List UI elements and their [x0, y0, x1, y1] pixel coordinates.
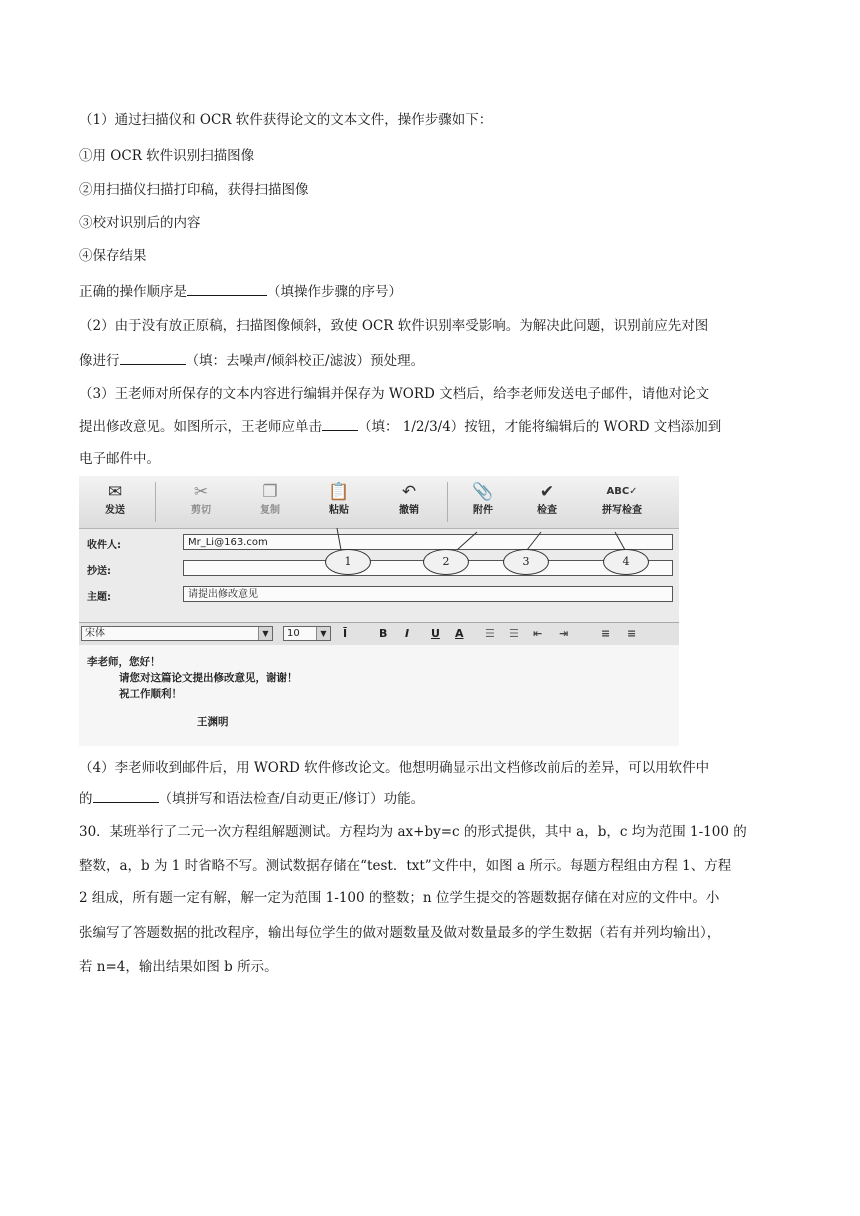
spellcheck-button[interactable]: ABC✓ 拼写检查 — [587, 480, 657, 524]
callout-3: 3 — [503, 549, 549, 575]
q3-line-1: （3）王老师对所保存的文本内容进行编辑并保存为 WORD 文档后，给李老师发送电子邮件，请他对论文 — [79, 386, 710, 402]
q2-answer-blank[interactable] — [120, 350, 186, 365]
cut-button[interactable]: ✂ 剪切 — [173, 480, 229, 524]
q30-line-4: 张编写了答题数据的批改程序，输出每位学生的做对题数量及做对数量最多的学生数据（若有并列均输出）， — [79, 925, 721, 941]
cc-label: 抄送: — [87, 566, 111, 577]
q2-line-1: （2）由于没有放正原稿，扫描图像倾斜，致使 OCR 软件识别率受影响。为解决此问题，识别前应先对图 — [79, 318, 709, 334]
subject-field[interactable]: 请提出修改意见 — [183, 586, 673, 602]
q1-step-1: ①用 OCR 软件识别扫描图像 — [79, 148, 255, 164]
align-left-icon[interactable]: ≡ — [601, 627, 611, 640]
q4-suffix: （填拼写和语法检查/自动更正/修订）功能。 — [158, 791, 425, 807]
body-signature: 王渊明 — [197, 716, 229, 728]
q1-intro: （1）通过扫描仪和 OCR 软件获得论文的文本文件，操作步骤如下： — [79, 112, 493, 128]
numbered-list-icon[interactable]: ☰ — [485, 627, 495, 640]
q4-line-2 — [79, 788, 424, 809]
undo-icon: ↶ — [401, 482, 417, 502]
check-names-icon: ✔ — [539, 482, 555, 502]
callout-leader-2 — [457, 532, 477, 550]
q4-answer-blank[interactable] — [93, 788, 159, 803]
callout-leader-4 — [615, 532, 625, 550]
paperclip-icon: 📎 — [472, 482, 494, 502]
q3-line-3: 电子邮件中。 — [79, 451, 160, 467]
q1-answer-line — [79, 281, 402, 302]
q30-line-1: 30．某班举行了二元一次方程组解题测试。方程均为 ax+by=c 的形式提供，其中 a，b，c 均为范围 1-100 的 — [79, 824, 747, 840]
callout-leader-1 — [337, 528, 341, 550]
to-field[interactable]: Mr_Li@163.com — [183, 534, 673, 550]
font-color-button[interactable]: A — [455, 627, 464, 640]
clipboard-icon: 📋 — [328, 482, 350, 502]
body-line-2: 祝工作顺利！ — [119, 688, 182, 700]
q4-prefix: 的 — [79, 791, 93, 807]
q1-answer-blank[interactable] — [187, 281, 267, 296]
callout-leader-3 — [527, 532, 541, 550]
q2-prefix: 像进行 — [79, 353, 120, 369]
scissors-icon: ✂ — [193, 482, 209, 502]
font-name-select[interactable]: 宋体 ▼ — [81, 626, 273, 641]
q30-line-2: 整数，a，b 为 1 时省略不写。测试数据存储在“test．txt”文件中，如图 a 所示。每题方程组由方程 1、方程 — [79, 858, 732, 874]
bullet-list-icon[interactable]: ☰ — [509, 627, 519, 640]
chevron-down-icon: ▼ — [258, 627, 272, 640]
q4-line-1: （4）李老师收到邮件后，用 WORD 软件修改论文。他想明确显示出文档修改前后的差异，可以用软件中 — [79, 760, 710, 776]
q2-suffix: （填：去噪声/倾斜校正/滤波）预处理。 — [185, 353, 425, 369]
attach-button[interactable]: 📎 附件 — [455, 480, 511, 524]
q30-line-5: 若 n=4，输出结果如图 b 所示。 — [79, 959, 278, 975]
q1-answer-prefix: 正确的操作顺序是 — [79, 284, 187, 300]
font-size-select[interactable]: 10 ▼ — [283, 626, 331, 641]
align-center-icon[interactable]: ≡ — [627, 627, 637, 640]
subject-label: 主题: — [87, 592, 111, 603]
send-icon: ✉ — [107, 482, 123, 502]
q2-line-2 — [79, 350, 424, 371]
q3-prefix: 提出修改意见。如图所示，王老师应单击 — [79, 419, 322, 435]
q1-step-4: ④保存结果 — [79, 248, 147, 264]
callout-4: 4 — [603, 549, 649, 575]
q3-answer-blank[interactable] — [322, 416, 358, 431]
underline-button[interactable]: U — [431, 627, 440, 640]
text-style-icon[interactable]: Ī — [343, 627, 348, 640]
bold-button[interactable]: B — [379, 627, 388, 640]
email-compose-figure — [79, 476, 679, 746]
indent-icon[interactable]: ⇥ — [559, 627, 569, 640]
q3-line-2 — [79, 416, 721, 437]
body-greeting: 李老师，您好！ — [87, 656, 161, 668]
spellcheck-icon: ABC✓ — [606, 486, 638, 497]
copy-button[interactable]: ❐ 复制 — [242, 480, 298, 524]
q30-line-3: 2 组成，所有题一定有解，解一定为范围 1-100 的整数；n 位学生提交的答题数据存储在对应的文件中。小 — [79, 890, 720, 906]
q1-step-3: ③校对识别后的内容 — [79, 215, 201, 231]
italic-button[interactable]: I — [405, 627, 410, 640]
chevron-down-icon: ▼ — [316, 627, 330, 640]
outdent-icon[interactable]: ⇤ — [533, 627, 543, 640]
q3-suffix: （填： 1/2/3/4）按钮，才能将编辑后的 WORD 文档添加到 — [358, 419, 722, 435]
q1-answer-suffix: （填操作步骤的序号） — [267, 284, 402, 300]
paste-button[interactable]: 📋 粘贴 — [311, 480, 367, 524]
q1-step-2: ②用扫描仪扫描打印稿，获得扫描图像 — [79, 182, 309, 198]
callout-2: 2 — [423, 549, 469, 575]
callout-1: 1 — [325, 549, 371, 575]
send-button[interactable]: ✉ 发送 — [87, 480, 143, 524]
callout-leaders — [79, 476, 679, 746]
to-label: 收件人: — [87, 540, 121, 551]
body-line-1: 请您对这篇论文提出修改意见，谢谢！ — [119, 672, 298, 684]
undo-button[interactable]: ↶ 撤销 — [381, 480, 437, 524]
copy-icon: ❐ — [262, 482, 278, 502]
check-names-button[interactable]: ✔ 检查 — [519, 480, 575, 524]
